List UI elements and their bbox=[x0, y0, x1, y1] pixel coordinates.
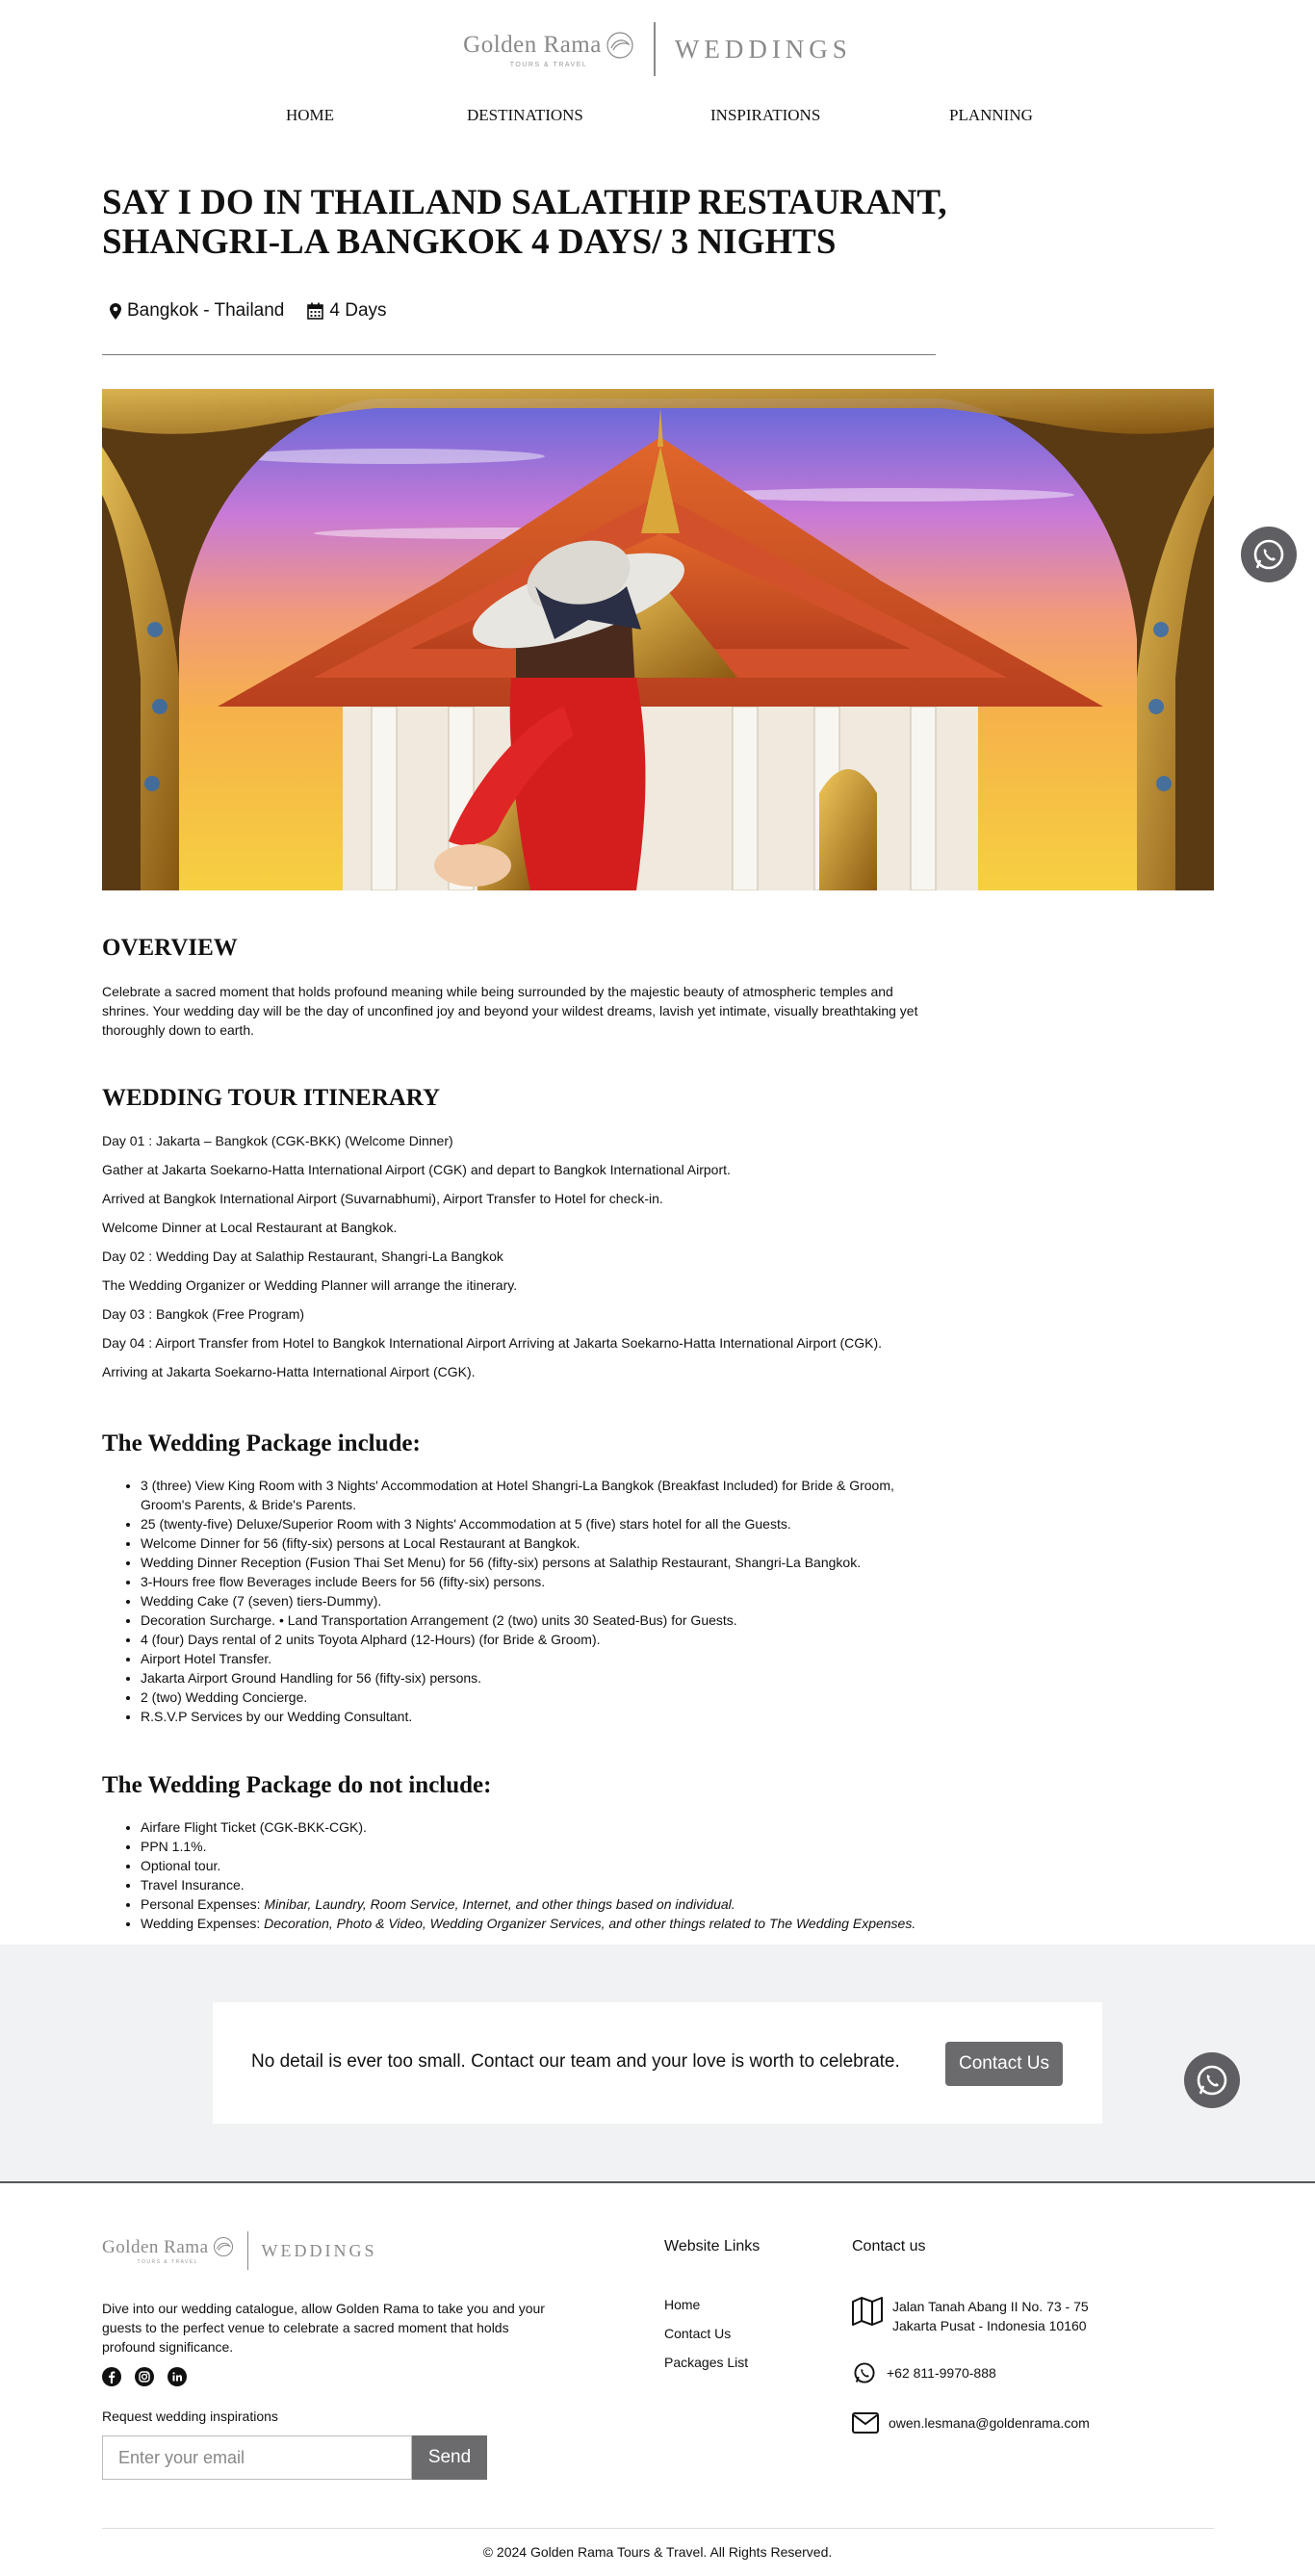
footer-description: Dive into our wedding catalogue, allow Golden Rama to take you and your guests to the perfect venue to celebrate a sacred moment that holds profound significance. bbox=[102, 2301, 545, 2355]
list-item: • 3-Hours free flow Beverages include Beers for 56 (fifty-six) persons. bbox=[141, 1572, 930, 1591]
brand-tagline: TOURS & TRAVEL bbox=[509, 61, 588, 68]
social-links bbox=[102, 2367, 187, 2386]
phone-number: +62 811-9970-888 bbox=[887, 2365, 996, 2381]
itinerary-line: Arriving at Jakarta Soekarno-Hatta International Airport (CGK). bbox=[102, 1364, 476, 1379]
page-title: SAY I DO IN THAILAND SALATHIP RESTAURANT, SHANGRI-LA BANGKOK 4 DAYS/ 3 NIGHTS bbox=[102, 183, 947, 262]
list-item: • 4 (four) Days rental of 2 units Toyota Alphard (12-Hours) (for Bride & Groom). bbox=[141, 1630, 930, 1649]
itinerary-line: Day 03 : Bangkok (Free Program) bbox=[102, 1306, 305, 1322]
list-item bbox=[141, 1914, 930, 1933]
email-address: owen.lesmana@goldenrama.com bbox=[889, 2415, 1090, 2431]
excludes-list bbox=[141, 1817, 930, 1933]
nav-destinations[interactable]: DESTINATIONS bbox=[467, 106, 583, 124]
address-line-1: Jalan Tanah Abang II No. 73 - 75 bbox=[892, 2299, 1089, 2314]
contact-title: Contact us bbox=[852, 2238, 926, 2254]
list-item: • 3 (three) View King Room with 3 Nights' Accommodation at Hotel Shangri-La Bangkok (Breakfast Included) for Bride & Groom, Groom's Parents, & Bride's Parents. bbox=[141, 1476, 930, 1514]
list-item-label: Travel Insurance. bbox=[141, 1877, 245, 1893]
golden-rama-logo bbox=[102, 2236, 234, 2265]
list-item: • Airport Hotel Transfer. bbox=[141, 1649, 930, 1668]
footer-logo[interactable] bbox=[102, 2231, 377, 2270]
itinerary-line: Day 04 : Airport Transfer from Hotel to Bangkok International Airport Arriving at Jakarta Soekarno-Hatta International Airport (CGK). bbox=[102, 1335, 883, 1351]
list-item: • Decoration Surcharge. • Land Transportation Arrangement (2 (two) units 30 Seated-Bus) for Guests. bbox=[141, 1610, 930, 1630]
list-item bbox=[141, 1875, 930, 1894]
list-item-detail: Minibar, Laundry, Room Service, Internet, and other things based on individual. bbox=[264, 1896, 735, 1912]
main-nav bbox=[0, 106, 1315, 129]
list-item: • Welcome Dinner for 56 (fifty-six) persons at Local Restaurant at Bangkok. bbox=[141, 1533, 930, 1553]
linkedin-icon[interactable] bbox=[168, 2367, 187, 2386]
location-meta bbox=[110, 300, 284, 322]
itinerary-line: Day 02 : Wedding Day at Salathip Restaurant, Shangri-La Bangkok bbox=[102, 1249, 503, 1264]
list-item: • 2 (two) Wedding Concierge. bbox=[141, 1687, 930, 1707]
list-item-detail: Decoration, Photo & Video, Wedding Organizer Services, and other things related to The Wedding Expenses. bbox=[264, 1916, 916, 1931]
list-item-label: PPN 1.1%. bbox=[141, 1839, 207, 1854]
list-item: • Wedding Cake (7 (seven) tiers-Dummy). bbox=[141, 1591, 930, 1610]
email-input[interactable] bbox=[102, 2435, 412, 2480]
contact-phone[interactable] bbox=[852, 2360, 996, 2385]
map-icon bbox=[852, 2297, 883, 2326]
facebook-icon[interactable] bbox=[102, 2367, 121, 2386]
logo-swirl-icon bbox=[606, 31, 634, 60]
footer-divider bbox=[0, 2181, 1315, 2183]
location-text: Bangkok - Thailand bbox=[127, 300, 285, 321]
overview-heading: OVERVIEW bbox=[102, 935, 238, 961]
list-item-label: Wedding Expenses: bbox=[141, 1916, 265, 1931]
list-item bbox=[141, 1817, 930, 1837]
itinerary-line: Day 01 : Jakarta – Bangkok (CGK-BKK) (Welcome Dinner) bbox=[102, 1133, 453, 1148]
brand-name: Golden Rama bbox=[463, 32, 602, 58]
list-item: • Jakarta Airport Ground Handling for 56 (fifty-six) persons. bbox=[141, 1668, 930, 1687]
cta-text: No detail is ever too small. Contact our team and your love is worth to celebrate. bbox=[251, 2051, 900, 2072]
footer-link-packages[interactable]: Packages List bbox=[664, 2355, 749, 2370]
nav-planning[interactable]: PLANNING bbox=[949, 106, 1033, 124]
hero-image bbox=[102, 389, 1214, 890]
excludes-heading: The Wedding Package do not include: bbox=[102, 1772, 492, 1798]
calendar-icon bbox=[307, 302, 323, 320]
website-links-title: Website Links bbox=[664, 2238, 761, 2254]
footer-link-home[interactable]: Home bbox=[664, 2297, 701, 2312]
itinerary-heading: WEDDING TOUR ITINERARY bbox=[102, 1085, 441, 1111]
logo-divider bbox=[654, 22, 656, 76]
brand-weddings: WEDDINGS bbox=[261, 2240, 377, 2260]
itinerary-line: Arrived at Bangkok International Airport (Suvarnabhumi), Airport Transfer to Hotel for check-in. bbox=[102, 1191, 663, 1206]
whatsapp-float-button[interactable] bbox=[1241, 527, 1297, 582]
request-label: Request wedding inspirations bbox=[102, 2409, 278, 2424]
itinerary-line: Gather at Jakarta Soekarno-Hatta International Airport (CGK) and depart to Bangkok International Airport. bbox=[102, 1162, 731, 1177]
package-meta bbox=[110, 300, 387, 322]
brand-tagline: TOURS & TRAVEL bbox=[137, 2259, 199, 2265]
send-button[interactable]: Send bbox=[412, 2435, 487, 2480]
whatsapp-float-button[interactable] bbox=[1184, 2052, 1240, 2108]
footer-link-contact[interactable]: Contact Us bbox=[664, 2326, 732, 2341]
mail-icon bbox=[852, 2412, 879, 2434]
list-item bbox=[141, 1837, 930, 1856]
includes-list bbox=[141, 1476, 930, 1726]
includes-heading: The Wedding Package include: bbox=[102, 1430, 421, 1456]
copyright: © 2024 Golden Rama Tours & Travel. All Rights Reserved. bbox=[482, 2544, 833, 2560]
overview-text: Celebrate a sacred moment that holds profound meaning while being surrounded by the majestic beauty of atmospheric temples and shrines. Your wedding day will be the day of unconfined joy and beyond your wildest dreams, lavish yet intimate, visually breathtaking yet thoroughly down to earth. bbox=[102, 984, 918, 1038]
contact-email[interactable] bbox=[852, 2412, 1090, 2434]
list-item bbox=[141, 1894, 930, 1914]
header-logo[interactable] bbox=[0, 17, 1315, 81]
phone-icon bbox=[852, 2360, 877, 2385]
whatsapp-icon bbox=[1251, 536, 1287, 573]
contact-us-button[interactable]: Contact Us bbox=[945, 2042, 1063, 2086]
whatsapp-icon bbox=[1194, 2062, 1230, 2099]
itinerary-line: The Wedding Organizer or Wedding Planner will arrange the itinerary. bbox=[102, 1277, 518, 1293]
instagram-icon[interactable] bbox=[135, 2367, 154, 2386]
brand-name: Golden Rama bbox=[102, 2236, 209, 2257]
logo-divider bbox=[247, 2231, 248, 2270]
title-divider bbox=[102, 354, 936, 355]
itinerary-line: Welcome Dinner at Local Restaurant at Bangkok. bbox=[102, 1220, 398, 1235]
golden-rama-logo bbox=[463, 31, 634, 68]
list-item: • 25 (twenty-five) Deluxe/Superior Room with 3 Nights' Accommodation at 5 (five) stars hotel for all the Guests. bbox=[141, 1514, 930, 1533]
list-item: • R.S.V.P Services by our Wedding Consultant. bbox=[141, 1707, 930, 1726]
contact-address bbox=[852, 2297, 1089, 2335]
map-marker-icon bbox=[110, 303, 121, 320]
list-item bbox=[141, 1856, 930, 1875]
duration-text: 4 Days bbox=[329, 300, 387, 321]
copyright-divider bbox=[102, 2528, 1214, 2529]
list-item-label: Optional tour. bbox=[141, 1858, 221, 1873]
nav-home[interactable]: HOME bbox=[286, 106, 335, 124]
list-item: • Wedding Dinner Reception (Fusion Thai Set Menu) for 56 (fifty-six) persons at Salathip Restaurant, Shangri-La Bangkok. bbox=[141, 1553, 930, 1572]
duration-meta bbox=[307, 300, 386, 322]
brand-weddings: WEDDINGS bbox=[674, 34, 852, 64]
list-item-label: Airfare Flight Ticket (CGK-BKK-CGK). bbox=[141, 1819, 367, 1835]
logo-swirl-icon bbox=[213, 2236, 234, 2257]
list-item-label: Personal Expenses: bbox=[141, 1896, 265, 1912]
nav-inspirations[interactable]: INSPIRATIONS bbox=[710, 106, 821, 124]
address-line-2: Jakarta Pusat - Indonesia 10160 bbox=[892, 2318, 1087, 2333]
